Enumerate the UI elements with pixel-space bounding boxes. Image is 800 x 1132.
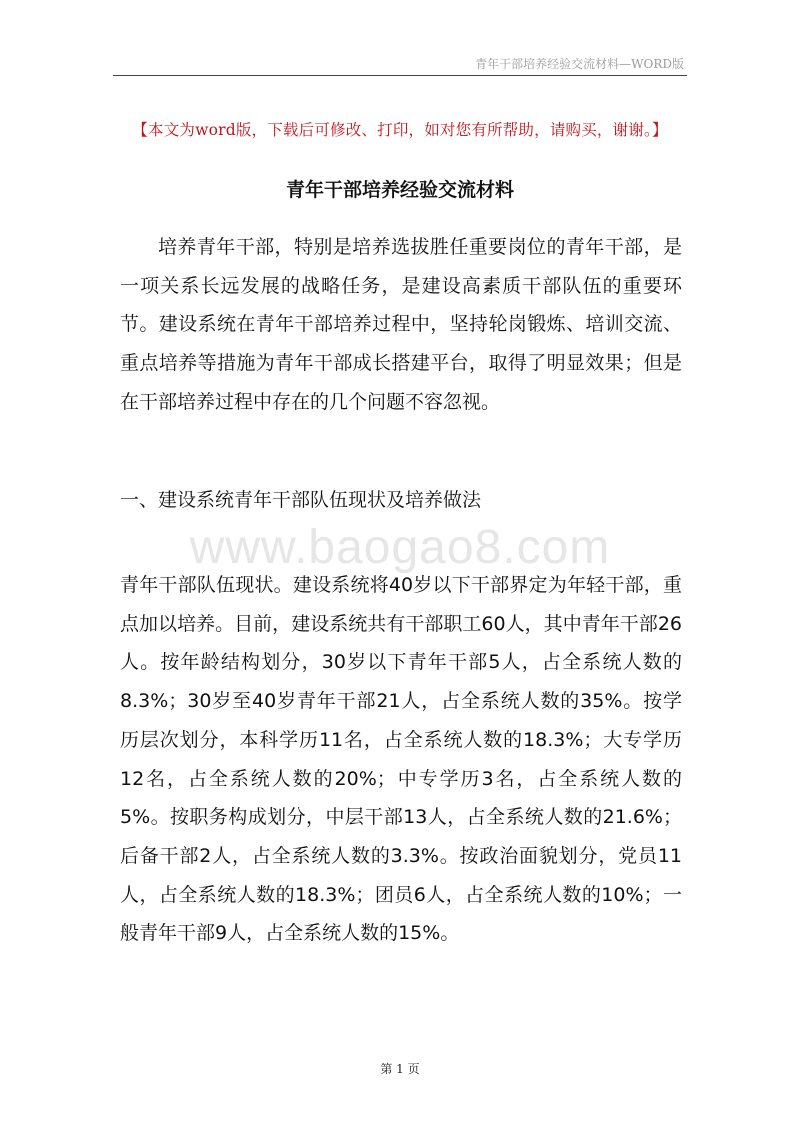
section-heading: 一、建设系统青年干部队伍现状及培养做法	[120, 489, 482, 511]
page-number: 第 1 页	[380, 1062, 420, 1076]
intro-paragraph: 培养青年干部，特别是培养选拔胜任重要岗位的青年干部，是一项关系长远发展的战略任务，是建设高素质干部队伍的重要环节。建设系统在青年干部培养过程中，坚持轮岗锻炼、培训交流、重点培养等措施为青年干部成长搭建平台，取得了明显效果；但是在干部培养过程中存在的几个问题不容忽视。	[120, 236, 682, 413]
watermark: www.baogao8.com	[189, 521, 611, 574]
document-title: 青年干部培养经验交流材料	[285, 179, 514, 201]
running-header: 青年干部培养经验交流材料—WORD版	[475, 57, 684, 71]
download-notice: 【本文为word版，下载后可修改、打印，如对您有所帮助，请购买，谢谢。】	[132, 121, 668, 139]
header-divider	[113, 75, 687, 76]
body-paragraph: 青年干部队伍现状。建设系统将40岁以下干部界定为年轻干部，重点加以培养。目前，建设系统共有干部职工60人，其中青年干部26人。按年龄结构划分，30岁以下青年干部5人，占全系统人数的8.3%；30岁至40岁青年干部21人，占全系统人数的35%。按学历层次划分，本科学历11名，占全系统人数的18.3%；大专学历12名，占全系统人数的20%；中专学历3名，占全系统人数的5%。按职务构成划分，中层干部13人，占全系统人数的21.6%；后备干部2人，占全系统人数的3.3%。按政治面貌划分，党员11人，占全系统人数的18.3%；团员6人，占全系统人数的10%；一般青年干部9人，占全系统人数的15%。	[120, 574, 682, 945]
